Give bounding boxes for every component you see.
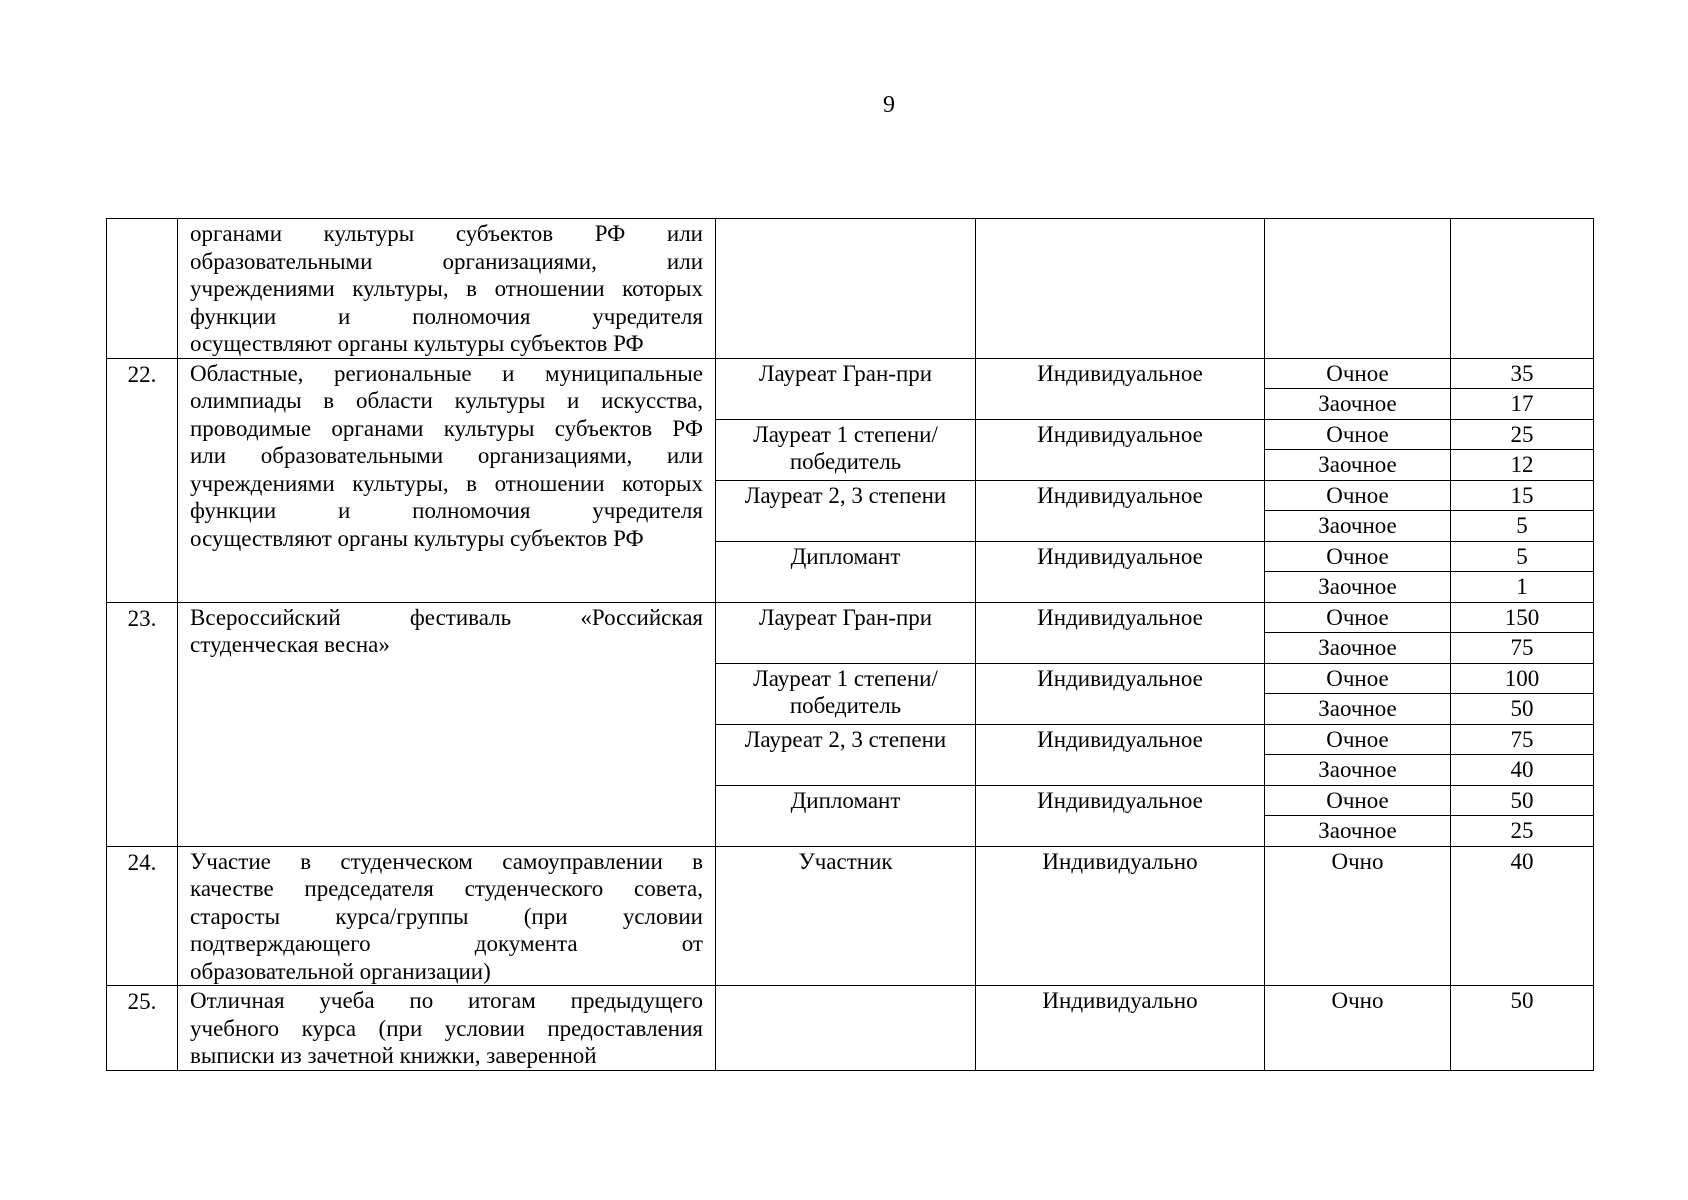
awards-table (106, 218, 1594, 1071)
participation-form: Очное (1265, 480, 1451, 511)
participation-type: Индивидуальное (976, 419, 1265, 480)
participation-type: Индивидуальное (976, 663, 1265, 724)
participation-form: Очное (1265, 541, 1451, 572)
row-number: 23. (107, 602, 178, 846)
participation-type: Индивидуальное (976, 724, 1265, 785)
points: 50 (1451, 785, 1594, 816)
row-number (107, 219, 178, 359)
description-line: образовательной организации) (190, 958, 491, 984)
description-line: учебного курса (при условии предоставления (190, 1015, 703, 1041)
points: 35 (1451, 358, 1594, 389)
table-row (107, 846, 1594, 986)
description-line: Областные, региональные и муниципальные (190, 360, 703, 386)
points: 40 (1451, 846, 1594, 986)
award-status (716, 986, 976, 1071)
description-line: Всероссийский фестиваль «Российская (190, 604, 703, 630)
points: 75 (1451, 633, 1594, 664)
description-cell (178, 358, 716, 602)
points: 12 (1451, 450, 1594, 481)
empty-cell (1265, 219, 1451, 359)
points: 5 (1451, 541, 1594, 572)
participation-form: Очное (1265, 724, 1451, 755)
points: 25 (1451, 419, 1594, 450)
points: 17 (1451, 389, 1594, 420)
points: 50 (1451, 694, 1594, 725)
description-line: олимпиады в области культуры и искусства, (190, 388, 703, 413)
participation-form: Очно (1265, 846, 1451, 986)
participation-form: Заочное (1265, 511, 1451, 542)
points: 15 (1451, 480, 1594, 511)
row-number: 24. (107, 846, 178, 986)
points: 5 (1451, 511, 1594, 542)
participation-type: Индивидуально (976, 986, 1265, 1071)
points: 75 (1451, 724, 1594, 755)
participation-form: Заочное (1265, 572, 1451, 603)
participation-form: Заочное (1265, 694, 1451, 725)
points: 100 (1451, 663, 1594, 694)
award-status: Лауреат 2, 3 степени (716, 480, 976, 541)
participation-form: Очное (1265, 785, 1451, 816)
points: 1 (1451, 572, 1594, 603)
participation-type: Индивидуальное (976, 480, 1265, 541)
award-status: Лауреат 1 степени/ победитель (716, 663, 976, 724)
participation-form: Очное (1265, 602, 1451, 633)
participation-type: Индивидуальное (976, 358, 1265, 419)
points: 150 (1451, 602, 1594, 633)
description-line: функции и полномочия учредителя (190, 303, 703, 329)
award-status: Участник (716, 846, 976, 986)
description-line: выписки из зачетной книжки, заверенной (190, 1043, 597, 1068)
description-line: органами культуры субъектов РФ или (190, 221, 703, 246)
participation-type: Индивидуально (976, 846, 1265, 986)
description-line: подтверждающего документа от (190, 931, 703, 956)
row-number: 25. (107, 986, 178, 1071)
award-status: Лауреат Гран-при (716, 358, 976, 419)
points: 50 (1451, 986, 1594, 1071)
description-line: качестве председателя студенческого совета, (190, 876, 703, 901)
participation-form: Очно (1265, 986, 1451, 1071)
participation-form: Очное (1265, 358, 1451, 389)
description-line: старосты курса/группы (при условии (190, 903, 703, 929)
award-status: Лауреат Гран-при (716, 602, 976, 663)
participation-form: Заочное (1265, 450, 1451, 481)
description-line: студенческая весна» (190, 632, 390, 657)
description-line: осуществляют органы культуры субъектов РФ (190, 331, 644, 356)
description-line: проводимые органами культуры субъектов РФ (190, 415, 703, 441)
description-cell (178, 602, 716, 846)
description-cell (178, 219, 716, 359)
award-status: Лауреат 1 степени/ победитель (716, 419, 976, 480)
table-row (107, 358, 1594, 389)
description-line: Отличная учеба по итогам предыдущего (190, 988, 703, 1013)
description-line: функции и полномочия учредителя (190, 498, 703, 523)
points: 40 (1451, 755, 1594, 786)
participation-form: Заочное (1265, 389, 1451, 420)
description-line: или образовательными организациями, или (190, 443, 703, 468)
description-cell (178, 846, 716, 986)
participation-form: Очное (1265, 663, 1451, 694)
description-line: Участие в студенческом самоуправлении в (190, 848, 703, 874)
continuation-row (107, 219, 1594, 359)
empty-cell (716, 219, 976, 359)
award-status: Дипломант (716, 785, 976, 846)
description-cell (178, 986, 716, 1071)
empty-cell (976, 219, 1265, 359)
points: 25 (1451, 816, 1594, 847)
table-row (107, 602, 1594, 633)
empty-cell (1451, 219, 1594, 359)
participation-form: Очное (1265, 419, 1451, 450)
row-number: 22. (107, 358, 178, 602)
award-status: Лауреат 2, 3 степени (716, 724, 976, 785)
participation-form: Заочное (1265, 816, 1451, 847)
description-line: образовательными организациями, или (190, 248, 703, 274)
participation-form: Заочное (1265, 633, 1451, 664)
description-line: осуществляют органы культуры субъектов РФ (190, 525, 644, 551)
page-number: 9 (883, 92, 895, 118)
participation-form: Заочное (1265, 755, 1451, 786)
description-line: учреждениями культуры, в отношении которых (190, 276, 703, 301)
table-row (107, 986, 1594, 1071)
description-line: учреждениями культуры, в отношении которых (190, 470, 703, 496)
participation-type: Индивидуальное (976, 785, 1265, 846)
award-status: Дипломант (716, 541, 976, 602)
participation-type: Индивидуальное (976, 602, 1265, 663)
participation-type: Индивидуальное (976, 541, 1265, 602)
